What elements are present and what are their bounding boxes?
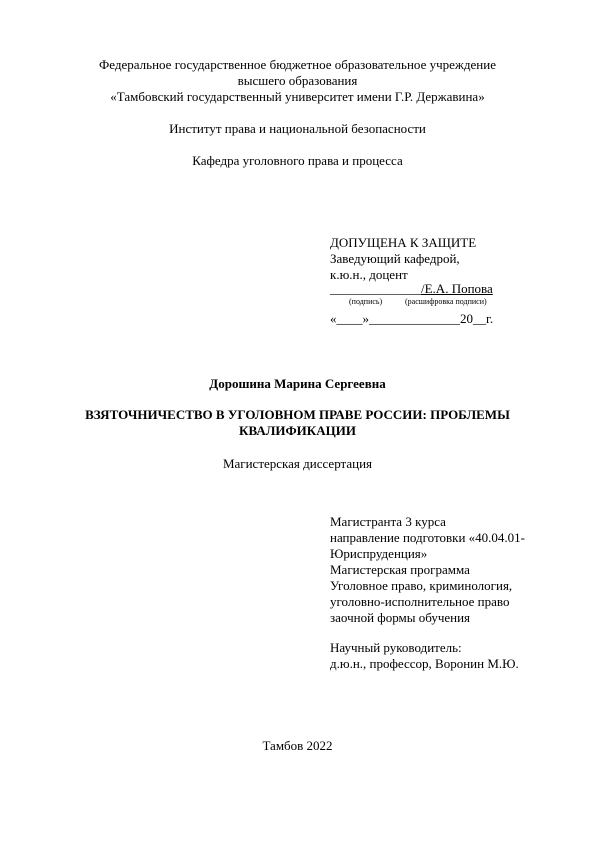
signature-blank: ______________ (330, 281, 421, 296)
supervisor-block (330, 640, 519, 672)
approval-role: Заведующий кафедрой, (330, 251, 460, 266)
approval-signature-line (330, 281, 493, 297)
header-line-2: высшего образования (237, 73, 358, 88)
student-info-line: заочной формы обучения (330, 610, 471, 625)
approval-title: ДОПУЩЕНА К ЗАЩИТЕ (330, 235, 477, 250)
work-type: Магистерская диссертация (222, 456, 373, 471)
header-line-1: Федеральное государственное бюджетное образовательное учреждение (99, 57, 496, 72)
student-info-line: направление подготовки «40.04.01- (330, 530, 525, 545)
approval-date-line: «____»______________20__г. (330, 311, 494, 326)
supervisor-name: д.ю.н., профессор, Воронин М.Ю. (330, 656, 519, 671)
caption-decode: (расшифровка подписи) (405, 297, 487, 306)
student-info-line: Магистерская программа (330, 562, 470, 577)
student-info-line: уголовно-исполнительное право (330, 594, 510, 609)
student-info-block (330, 514, 525, 626)
student-info-line: Уголовное право, криминология, (330, 578, 513, 593)
supervisor-label: Научный руководитель: (330, 640, 462, 655)
approval-degree: к.ю.н., доцент (330, 267, 408, 282)
city-year: Тамбов 2022 (262, 738, 333, 753)
thesis-title-line-2: КВАЛИФИКАЦИИ (239, 423, 356, 438)
author-name: Дорошина Марина Сергеевна (209, 376, 386, 391)
header-line-3: «Тамбовский государственный университет имени Г.Р. Державина» (110, 89, 485, 104)
department-name: Кафедра уголовного права и процесса (192, 153, 403, 168)
signature-name: /Е.А. Попова (421, 281, 493, 296)
student-info-line: Магистранта 3 курса (330, 514, 446, 529)
student-info-line: Юриспруденция» (330, 546, 428, 561)
institute-name: Институт права и национальной безопасности (169, 121, 426, 136)
thesis-title-line-1: ВЗЯТОЧНИЧЕСТВО В УГОЛОВНОМ ПРАВЕ РОССИИ: ПРОБЛЕМЫ (85, 407, 510, 422)
caption-signature: (подпись) (349, 297, 383, 306)
approval-block (330, 235, 476, 251)
